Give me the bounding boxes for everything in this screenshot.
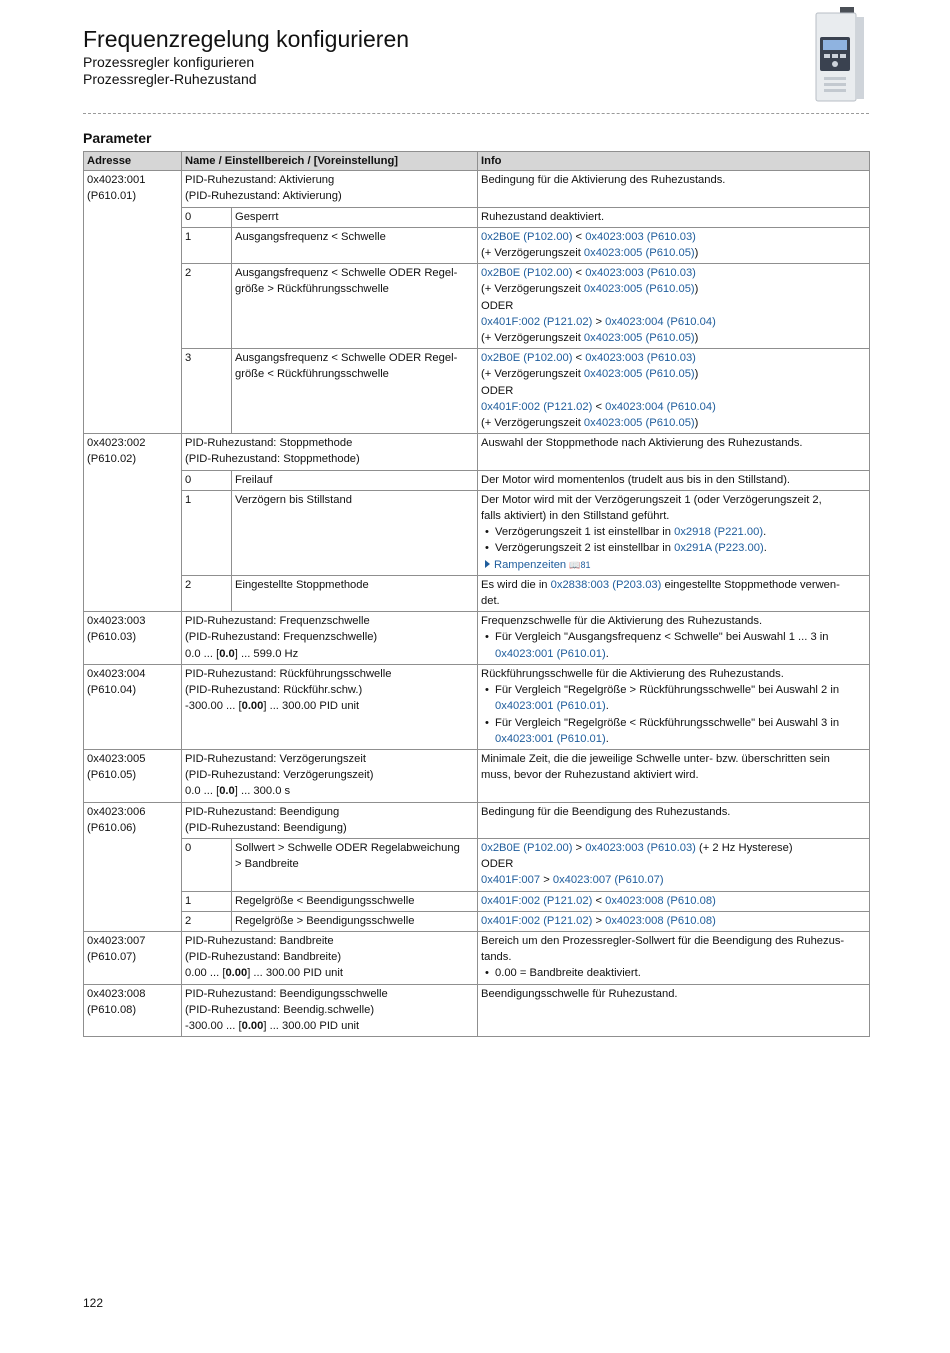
inverter-device-image — [810, 7, 870, 105]
address-code: (P610.01) — [87, 190, 137, 203]
address-code: (P610.02) — [87, 453, 137, 466]
param-link[interactable]: 0x4023:005 (P610.05) — [583, 247, 695, 260]
info-line: Rückführungsschwelle für die Aktivierung des Ruhezustands. — [481, 667, 784, 680]
param-info — [478, 664, 870, 749]
option-info: Der Motor wird momentenlos (trudelt aus bis in den Stillstand). — [478, 470, 870, 490]
param-link[interactable]: 0x4023:005 (P610.05) — [583, 368, 695, 381]
option-label: Freilauf — [232, 470, 478, 490]
xref-page: 81 — [580, 559, 591, 570]
table-row — [84, 490, 870, 575]
paren: ) — [694, 283, 699, 296]
param-address — [84, 931, 182, 984]
param-name-short: (PID-Ruhezustand: Rückführ.schw.) — [185, 684, 363, 697]
xref-label: Rampenzeiten — [494, 558, 567, 571]
param-name-short: (PID-Ruhezustand: Verzögerungszeit) — [185, 769, 374, 782]
option-label: Regelgröße > Beendigungsschwelle — [232, 911, 478, 931]
option-info: Ruhezustand deaktiviert. — [478, 207, 870, 227]
option-label — [232, 349, 478, 434]
info-line: Beendigungsschwelle für Ruhezustand. — [481, 987, 678, 1000]
param-link[interactable]: 0x401F:002 (P121.02) — [481, 894, 593, 907]
option-label: Gesperrt — [232, 207, 478, 227]
page-subtitle-2: Prozessregler-Ruhezustand — [83, 71, 257, 87]
option-label-line: größe > Rückführungsschwelle — [235, 283, 389, 296]
section-title: Parameter — [83, 130, 152, 146]
option-number: 2 — [182, 575, 232, 611]
param-address — [84, 802, 182, 931]
param-link[interactable]: 0x2B0E (P102.00) — [481, 352, 573, 365]
param-link[interactable]: 0x4023:003 (P610.03) — [585, 230, 696, 243]
operator: < — [572, 267, 586, 280]
param-link[interactable]: 0x2B0E (P102.00) — [481, 267, 573, 280]
param-name-line: PID-Ruhezustand: Beendigung — [185, 805, 340, 818]
param-address — [84, 749, 182, 802]
option-label-line: > Bandbreite — [235, 858, 299, 871]
address-index: 0x4023:002 — [87, 437, 146, 450]
param-range: -300.00 ... [0.00] ... 300.00 PID unit — [185, 700, 360, 713]
triangle-right-icon — [485, 560, 490, 568]
option-number: 3 — [182, 349, 232, 434]
page-subtitle-1: Prozessregler konfigurieren — [83, 54, 255, 70]
table-row — [84, 575, 870, 611]
paren: ) — [694, 417, 699, 430]
delay-text: (+ Verzögerungszeit — [481, 283, 584, 296]
param-link[interactable]: 0x4023:005 (P610.05) — [583, 332, 695, 345]
param-name-short: (PID-Ruhezustand: Bandbreite) — [185, 951, 342, 964]
bullet-item: • Für Vergleich "Regelgröße < Rückführungsschwelle" bei Auswahl 3 in 0x4023:001 (P610.01). — [481, 715, 866, 747]
param-link[interactable]: 0x2B0E (P102.00) — [481, 230, 573, 243]
option-info: 0x401F:002 (P121.02) < 0x4023:008 (P610.08) — [478, 891, 870, 911]
info-line: Bereich um den Prozessregler-Sollwert für die Beendigung des Ruhezus- — [481, 934, 845, 947]
param-link[interactable]: 0x4023:004 (P610.04) — [605, 315, 716, 328]
option-label-line: Ausgangsfrequenz < Schwelle ODER Regel- — [235, 267, 458, 280]
address-index: 0x4023:008 — [87, 987, 146, 1000]
delay-text: (+ Verzögerungszeit — [481, 247, 584, 260]
operator: < — [592, 400, 606, 413]
column-header-address: Adresse — [84, 152, 182, 171]
param-address — [84, 171, 182, 434]
param-link[interactable]: 0x4023:005 (P610.05) — [583, 283, 695, 296]
table-row — [84, 470, 870, 490]
param-name-line: PID-Ruhezustand: Stoppmethode — [185, 437, 353, 450]
param-info: Auswahl der Stoppmethode nach Aktivierung des Ruhezustands. — [478, 434, 870, 470]
address-code: (P610.06) — [87, 821, 137, 834]
table-row — [84, 984, 870, 1037]
table-header-row — [84, 152, 870, 171]
address-index: 0x4023:006 — [87, 805, 146, 818]
address-code: (P610.05) — [87, 769, 137, 782]
address-code: (P610.07) — [87, 951, 137, 964]
address-code: (P610.03) — [87, 631, 137, 644]
delay-text: (+ Verzögerungszeit — [481, 332, 584, 345]
param-name — [182, 171, 478, 207]
info-line: Der Motor wird mit der Verzögerungszeit 1 (oder Verzögerungszeit 2, — [481, 493, 822, 506]
option-info: 0x2B0E (P102.00) > 0x4023:003 (P610.03) (+ 2 Hz Hysterese) ODER 0x401F:007 > 0x4023:007 (P610.07) — [478, 838, 870, 891]
bullet-item: • Für Vergleich "Ausgangsfrequenz < Schwelle" bei Auswahl 1 ... 3 in 0x4023:001 (P610.01). — [481, 629, 866, 661]
address-code: (P610.04) — [87, 684, 137, 697]
param-address — [84, 664, 182, 749]
param-name — [182, 931, 478, 984]
table-row — [84, 227, 870, 263]
bullet-item: • 0.00 = Bandbreite deaktiviert. — [481, 965, 866, 981]
bullet-item: • Verzögerungszeit 1 ist einstellbar in 0x2918 (P221.00). — [481, 524, 866, 540]
param-link[interactable]: 0x4023:004 (P610.04) — [605, 400, 716, 413]
param-name-short: (PID-Ruhezustand: Beendigung) — [185, 821, 347, 834]
param-link[interactable]: 0x2B0E (P102.00) — [481, 841, 573, 854]
option-info — [478, 349, 870, 434]
table-row — [84, 911, 870, 931]
param-link[interactable]: 0x4023:007 (P610.07) — [552, 874, 664, 887]
param-name — [182, 984, 478, 1037]
option-number: 0 — [182, 207, 232, 227]
address-index: 0x4023:004 — [87, 667, 146, 680]
option-number: 1 — [182, 490, 232, 575]
option-label — [232, 264, 478, 349]
option-label-line: Ausgangsfrequenz < Schwelle ODER Regel- — [235, 352, 458, 365]
info-line: Frequenzschwelle für die Aktivierung des Ruhezustands. — [481, 615, 763, 628]
table-row — [84, 838, 870, 891]
param-name — [182, 434, 478, 470]
param-name — [182, 802, 478, 838]
delay-text: (+ Verzögerungszeit — [481, 368, 584, 381]
option-info: 0x401F:002 (P121.02) > 0x4023:008 (P610.08) — [478, 911, 870, 931]
param-name — [182, 664, 478, 749]
table-row — [84, 931, 870, 984]
info-line: tands. — [481, 951, 512, 964]
param-range: 0.0 ... [0.0] ... 300.0 s — [185, 785, 291, 798]
param-info — [478, 984, 870, 1037]
param-link[interactable]: 0x4023:005 (P610.05) — [583, 417, 695, 430]
address-index: 0x4023:007 — [87, 934, 146, 947]
param-name-short: (PID-Ruhezustand: Stoppmethode) — [185, 453, 360, 466]
table-row — [84, 891, 870, 911]
param-link[interactable]: 0x4023:008 (P610.08) — [605, 894, 716, 907]
param-link[interactable]: 0x4023:003 (P610.03) — [585, 841, 696, 854]
option-info — [478, 490, 870, 575]
option-info: Es wird die in 0x2838:003 (P203.03) eingestellte Stoppmethode verwen- det. — [478, 575, 870, 611]
operator: > — [592, 315, 606, 328]
param-range: 0.0 ... [0.0] ... 599.0 Hz — [185, 647, 299, 660]
param-info — [478, 931, 870, 984]
option-number: 0 — [182, 838, 232, 891]
option-info — [478, 264, 870, 349]
param-link[interactable]: 0x4023:001 (P610.01) — [495, 732, 606, 745]
delay-text: (+ Verzögerungszeit — [481, 417, 584, 430]
option-label: Eingestellte Stoppmethode — [232, 575, 478, 611]
option-label — [232, 838, 478, 891]
param-link[interactable]: 0x291A (P223.00) — [674, 542, 764, 555]
operator: < — [572, 352, 586, 365]
parameter-table — [83, 151, 870, 1037]
option-label-line: Sollwert > Schwelle ODER Regelabweichung — [235, 841, 460, 854]
page-header — [83, 24, 409, 88]
info-line: muss, bevor der Ruhezustand aktiviert wird. — [481, 769, 699, 782]
param-link[interactable]: 0x401F:002 (P121.02) — [481, 400, 593, 413]
param-name-short: (PID-Ruhezustand: Frequenzschwelle) — [185, 631, 378, 644]
operator: < — [572, 230, 586, 243]
table-row — [84, 664, 870, 749]
param-link[interactable]: 0x4023:008 (P610.08) — [605, 914, 716, 927]
column-header-info: Info — [478, 152, 870, 171]
param-name-line: PID-Ruhezustand: Beendigungsschwelle — [185, 987, 388, 1000]
param-range: 0.00 ... [0.00] ... 300.00 PID unit — [185, 967, 343, 980]
param-name — [182, 612, 478, 665]
or-text: ODER — [481, 384, 514, 397]
param-name-short: (PID-Ruhezustand: Beendig.schwelle) — [185, 1003, 375, 1016]
table-row — [84, 171, 870, 207]
param-info — [478, 749, 870, 802]
table-row — [84, 207, 870, 227]
or-text: ODER — [481, 858, 514, 871]
or-text: ODER — [481, 299, 514, 312]
paren: ) — [694, 247, 699, 260]
param-link[interactable]: 0x2918 (P221.00) — [674, 526, 764, 539]
option-number: 1 — [182, 227, 232, 263]
param-range: -300.00 ... [0.00] ... 300.00 PID unit — [185, 1019, 360, 1032]
param-link[interactable]: 0x401F:007 — [481, 874, 541, 887]
table-row — [84, 434, 870, 470]
page-number: 122 — [83, 1296, 104, 1310]
address-index: 0x4023:001 — [87, 174, 146, 187]
address-index: 0x4023:005 — [87, 752, 146, 765]
param-info — [478, 612, 870, 665]
info-line: falls aktiviert) in den Stillstand geführt. — [481, 510, 670, 523]
param-name-short: (PID-Ruhezustand: Aktivierung) — [185, 190, 342, 203]
column-header-name: Name / Einstellbereich / [Voreinstellung] — [182, 152, 478, 171]
param-link[interactable]: 0x4023:003 (P610.03) — [585, 352, 696, 365]
param-link[interactable]: 0x401F:002 (P121.02) — [481, 914, 593, 927]
page-title: Frequenzregelung konfigurieren — [83, 26, 410, 52]
option-number: 2 — [182, 911, 232, 931]
param-name-line: PID-Ruhezustand: Frequenzschwelle — [185, 615, 370, 628]
param-name-line: PID-Ruhezustand: Aktivierung — [185, 174, 335, 187]
option-number: 1 — [182, 891, 232, 911]
cross-reference-link[interactable] — [481, 557, 866, 573]
table-row — [84, 349, 870, 434]
paren: ) — [694, 368, 699, 381]
param-address — [84, 434, 182, 612]
header-divider — [83, 113, 869, 114]
option-number: 2 — [182, 264, 232, 349]
info-line: Minimale Zeit, die die jeweilige Schwelle unter- bzw. überschritten sein — [481, 752, 830, 765]
param-name-line: PID-Ruhezustand: Rückführungsschwelle — [185, 667, 392, 680]
param-address — [84, 984, 182, 1037]
option-label: Ausgangsfrequenz < Schwelle — [232, 227, 478, 263]
table-row — [84, 802, 870, 838]
param-info: Bedingung für die Aktivierung des Ruhezustands. — [478, 171, 870, 207]
table-row — [84, 264, 870, 349]
option-info — [478, 227, 870, 263]
param-name-line: PID-Ruhezustand: Bandbreite — [185, 934, 334, 947]
book-icon: 📖 — [569, 559, 581, 570]
address-code: (P610.08) — [87, 1003, 137, 1016]
param-link[interactable]: 0x401F:002 (P121.02) — [481, 315, 593, 328]
bullet-item: • Für Vergleich "Regelgröße > Rückführungsschwelle" bei Auswahl 2 in 0x4023:001 (P610.01). — [481, 682, 866, 714]
address-index: 0x4023:003 — [87, 615, 146, 628]
param-link[interactable]: 0x4023:003 (P610.03) — [585, 267, 696, 280]
param-link[interactable]: 0x2838:003 (P203.03) — [550, 578, 662, 591]
info-line: det. — [481, 595, 500, 608]
param-name — [182, 749, 478, 802]
table-row — [84, 749, 870, 802]
option-label: Verzögern bis Stillstand — [232, 490, 478, 575]
param-link[interactable]: 0x4023:001 (P610.01) — [495, 647, 606, 660]
option-label-line: größe < Rückführungsschwelle — [235, 368, 389, 381]
option-number: 0 — [182, 470, 232, 490]
paren: ) — [694, 332, 699, 345]
param-info: Bedingung für die Beendigung des Ruhezustands. — [478, 802, 870, 838]
param-link[interactable]: 0x4023:001 (P610.01) — [495, 700, 606, 713]
table-row — [84, 612, 870, 665]
param-address — [84, 612, 182, 665]
option-label: Regelgröße < Beendigungsschwelle — [232, 891, 478, 911]
bullet-item: • Verzögerungszeit 2 ist einstellbar in 0x291A (P223.00). — [481, 540, 866, 556]
param-name-line: PID-Ruhezustand: Verzögerungszeit — [185, 752, 366, 765]
